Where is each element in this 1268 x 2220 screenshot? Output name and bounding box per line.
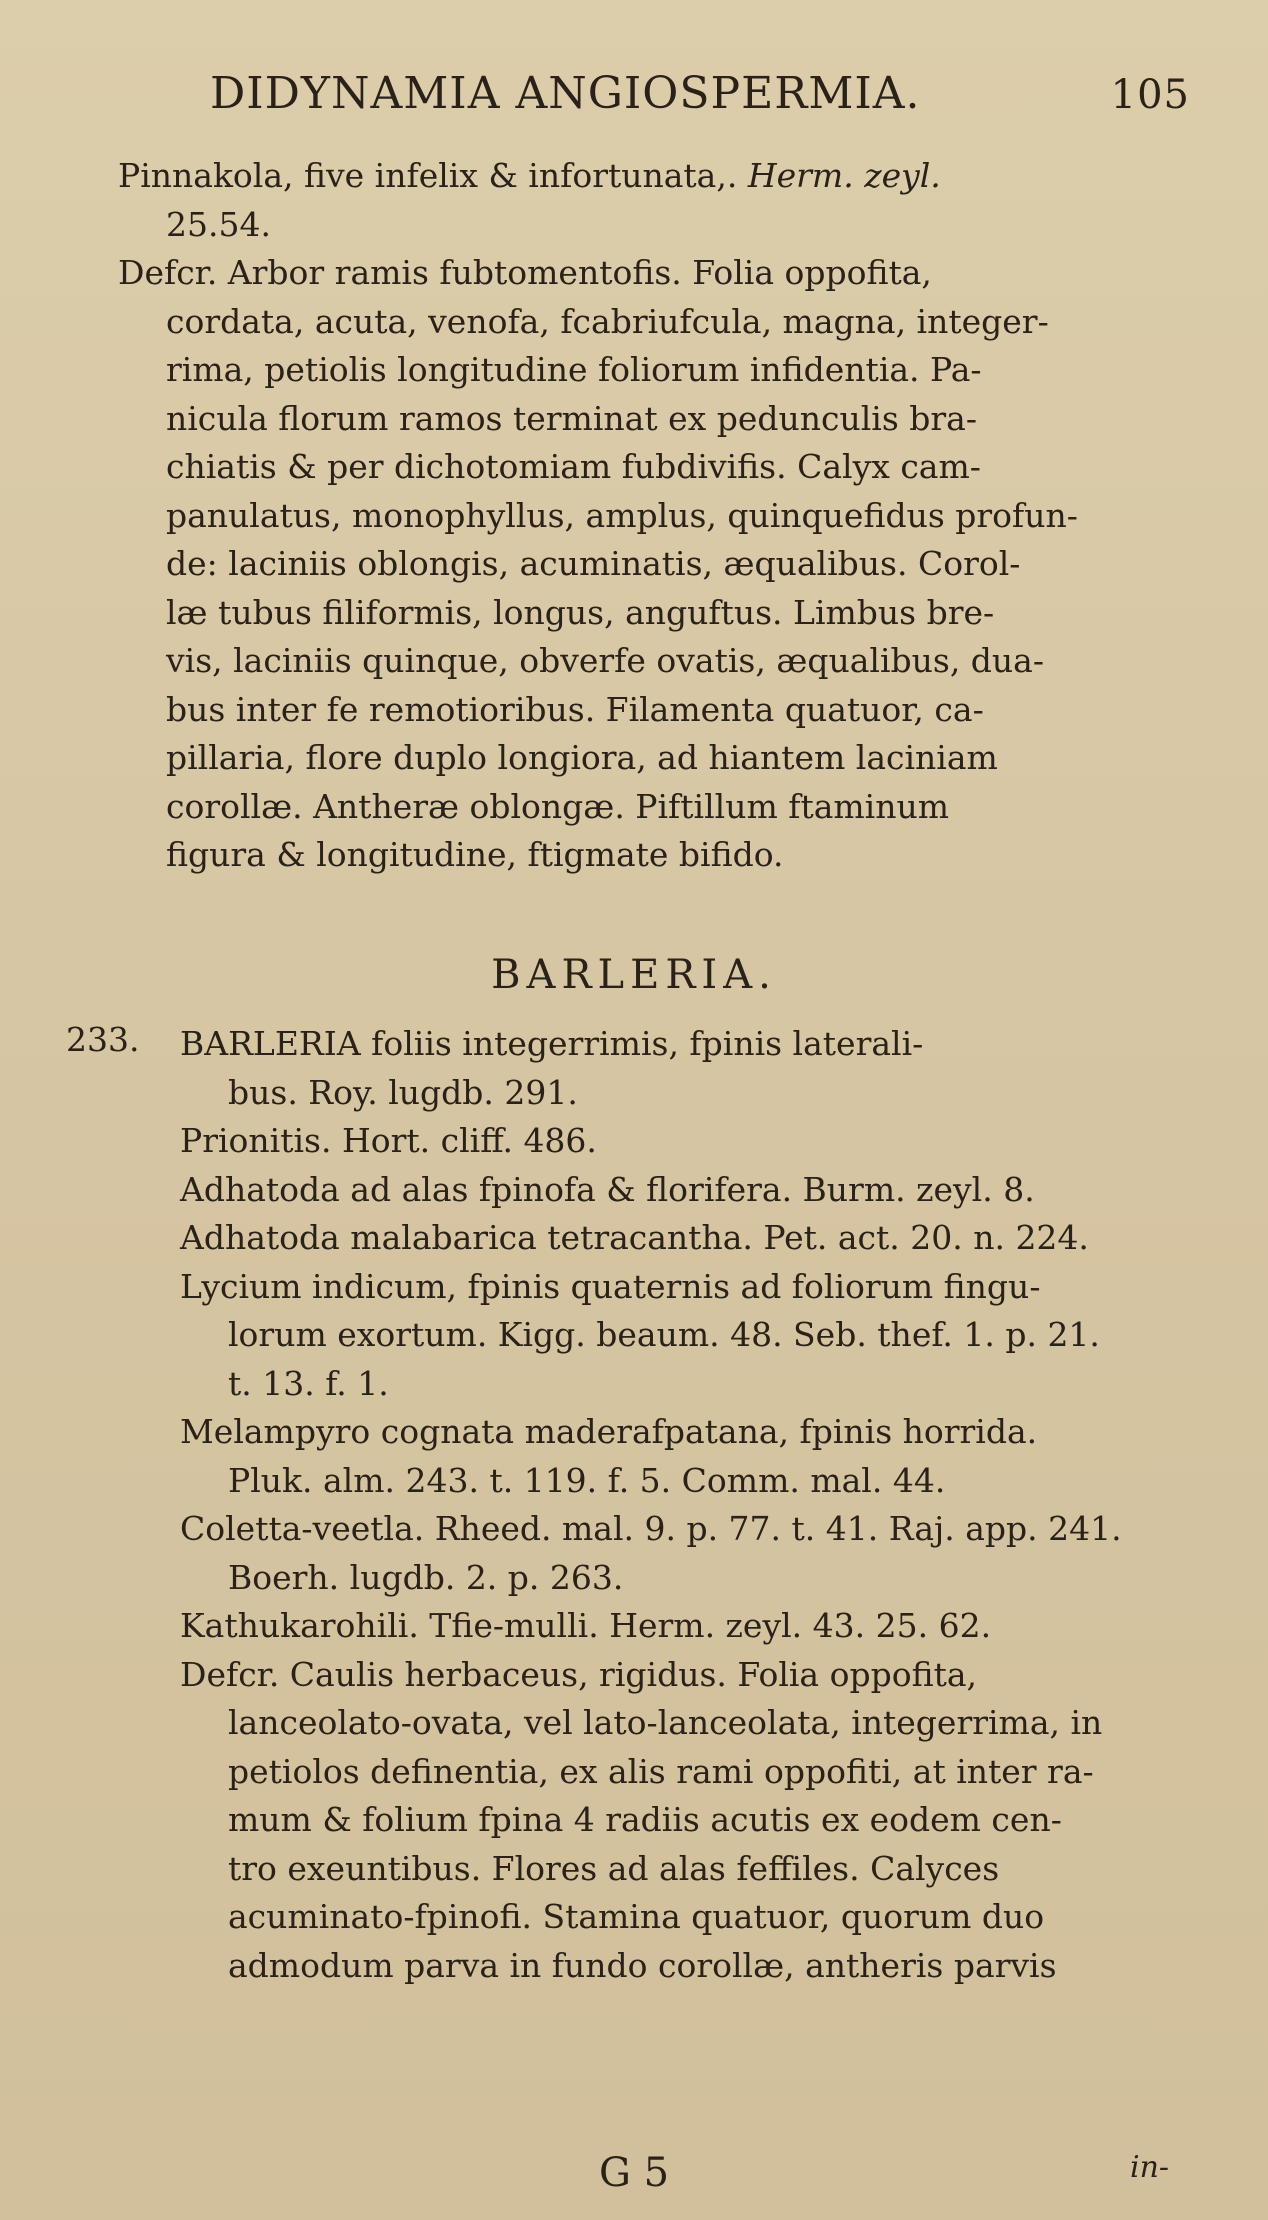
text-line: Coletta-veetla. Rheed. mal. 9. p. 77. t. 41. Raj. app. 241. xyxy=(180,1509,1122,1548)
text-line: Kathukarohili. Tfie-mulli. Herm. zeyl. 43. 25. 62. xyxy=(180,1606,992,1645)
text-line: t. 13. f. 1. xyxy=(228,1363,389,1403)
text-line: vis, laciniis quinque, obverfe ovatis, æqualibus, dua- xyxy=(166,641,1044,680)
citation: Herm. zeyl. xyxy=(737,156,941,195)
section-heading: BARLERIA. xyxy=(491,952,777,998)
text-line: læ tubus filiformis, longus, anguftus. Limbus bre- xyxy=(166,592,995,632)
text-line: Adhatoda malabarica tetracantha. Pet. act. 20. n. 224. xyxy=(180,1218,1089,1257)
text-line: mum & folium fpina 4 radiis acutis ex eodem cen- xyxy=(228,1800,1062,1839)
catchword: in- xyxy=(1130,2150,1170,2185)
text-line: 25.54. xyxy=(166,204,271,244)
barleria-entry xyxy=(180,1020,1200,1990)
text-line: Defcr. Caulis herbaceus, rigidus. Folia oppofita, xyxy=(180,1654,978,1694)
text-line: pillaria, flore duplo longiora, ad hiantem laciniam xyxy=(166,738,998,777)
text-line: cordata, acuta, venofa, fcabriufcula, magna, integer- xyxy=(166,301,1049,341)
text-line: Boerh. lugdb. 2. p. 263. xyxy=(228,1557,624,1597)
text-line: Pluk. alm. 243. t. 119. f. 5. Comm. mal. 44. xyxy=(228,1460,946,1500)
text-line: corollæ. Antheræ oblongæ. Piftillum ftaminum xyxy=(166,786,950,826)
pinnakola-entry xyxy=(118,152,1198,880)
running-header xyxy=(210,68,1190,128)
text-line: tro exeuntibus. Flores ad alas feffiles. Calyces xyxy=(228,1848,1000,1888)
text-line: BARLERIA foliis integerrimis, fpinis laterali- xyxy=(180,1024,924,1063)
text-line: bus. Roy. lugdb. 291. xyxy=(228,1072,578,1112)
text-line: admodum parva in fundo corollæ, antheris parvis xyxy=(228,1945,1057,1985)
entry-number: 233. xyxy=(66,1020,140,1059)
text-line: Prionitis. Hort. cliff. 486. xyxy=(180,1121,597,1160)
text-line: acuminato-fpinofi. Stamina quatuor, quorum duo xyxy=(228,1897,1045,1936)
text-line: Melampyro cognata maderafpatana, fpinis horrida. xyxy=(180,1412,1038,1451)
text-line: petiolos definentia, ex alis rami oppofiti, at inter ra- xyxy=(228,1751,1094,1791)
text-line: lanceolato-ovata, vel lato-lanceolata, integerrima, in xyxy=(228,1703,1103,1742)
text-line: Pinnakola, five infelix & infortunata,. Herm. zeyl. xyxy=(118,156,941,195)
text-line: rima, petiolis longitudine foliorum infidentia. Pa- xyxy=(166,350,982,389)
text-line: nicula florum ramos terminat ex pedunculis bra- xyxy=(166,398,977,438)
text-line: figura & longitudine, ftigmate bifido. xyxy=(166,835,784,874)
header-title: DIDYNAMIA ANGIOSPERMIA. xyxy=(210,68,921,119)
text-line: chiatis & per dichotomiam fubdivifis. Calyx cam- xyxy=(166,447,981,486)
page-number: 105 xyxy=(1110,72,1190,118)
text-line: de: laciniis oblongis, acuminatis, æqualibus. Corol- xyxy=(166,544,1021,583)
text-line: Adhatoda ad alas fpinofa & florifera. Burm. zeyl. 8. xyxy=(180,1169,1035,1209)
text-line: panulatus, monophyllus, amplus, quinquefidus profun- xyxy=(166,495,1078,535)
text-line: Defcr. Arbor ramis fubtomentofis. Folia oppofita, xyxy=(118,253,932,292)
text-line: lorum exortum. Kigg. beaum. 48. Seb. thef. 1. p. 21. xyxy=(228,1315,1100,1354)
text-line: bus inter fe remotioribus. Filamenta quatuor, ca- xyxy=(166,689,984,729)
signature-mark: G 5 xyxy=(598,2150,670,2196)
text-line: Lycium indicum, fpinis quaternis ad foliorum fingu- xyxy=(180,1266,1041,1306)
